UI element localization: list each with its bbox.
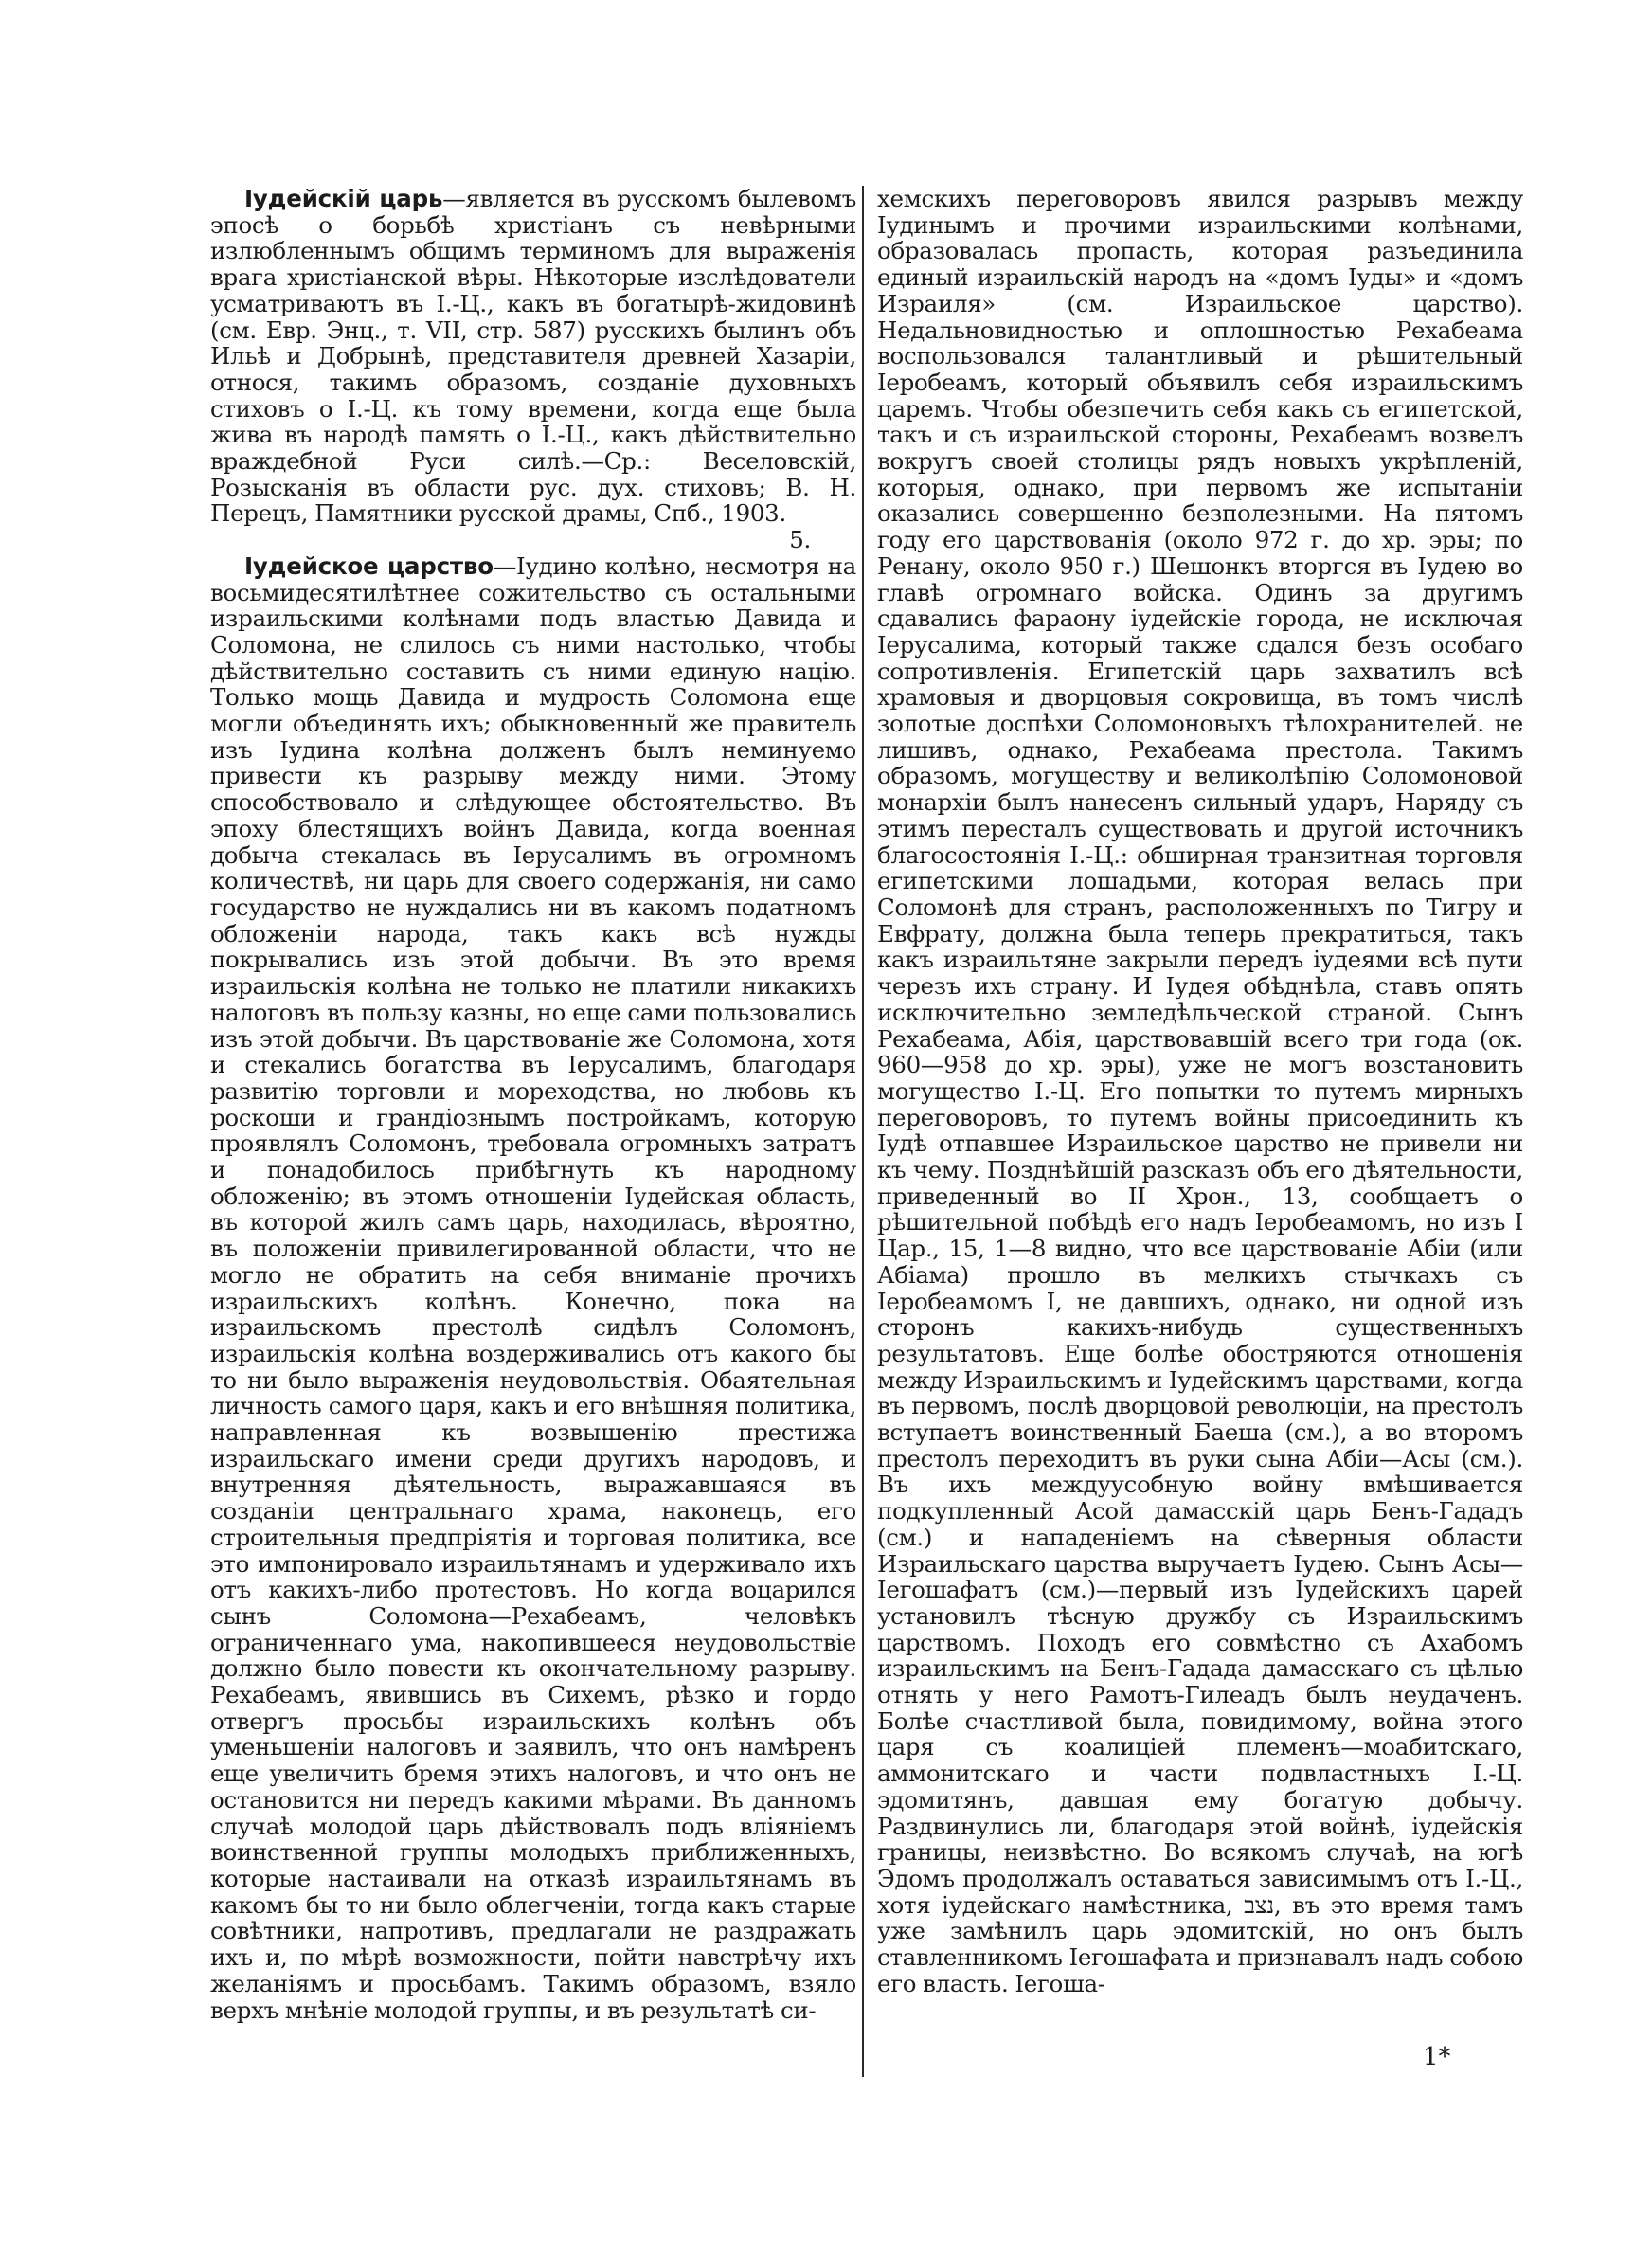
- entry-continuation: хемскихъ переговоровъ явился разрывъ между Іудинымъ и прочими израильскими колѣнами, образовалась пропасть, которая разъединила единый израильскій народъ на «домъ Іуды» и «домъ Израиля» (см. Израильское царство). Недальновидностью и оплошностью Рехабеама воспользовался талантливый и рѣшительный Іеробеамъ, который объявилъ себя израильскимъ царемъ. Чтобы обезпечить себя какъ съ египетской, такъ и съ израильской стороны, Рехабеамъ возвелъ вокругъ своей столицы рядъ новыхъ укрѣпленій, которыя, однако, при первомъ же испытаніи оказались совершенно безполезными. На пятомъ году его царствованія (около 972 г. до хр. эры; по Ренану, около 950 г.) Шешонкъ вторгся въ Іудею во главѣ огромнаго войска. Одинъ за другимъ сдавались фараону іудейскіе города, не исключая Іерусалима, который также сдался безъ особаго сопротивленія. Египетскій царь захватилъ всѣ храмовыя и дворцовыя сокровища, въ томъ числѣ золотые доспѣхи Соломоновыхъ тѣлохранителей. не лишивъ, однако, Рехабеама престола. Такимъ образомъ, могуществу и великолѣпію Соломоновой монархіи былъ нанесенъ сильный ударъ, Наряду съ этимъ пересталъ существовать и другой источникъ благосостоянія І.-Ц.: обширная транзитная торговля египетскими лошадьми, которая велась при Соломонѣ для странъ, расположенныхъ по Тигру и Евфрату, должна была теперь прекратиться, такъ какъ израильтяне закрыли передъ іудеями всѣ пути черезъ ихъ страну. И Іудея обѣднѣла, ставъ опять исключительно земледѣльческой страной. Сынъ Рехабеама, Абія, царствовавшій всего три года (ок. 960—958 до хр. эры), уже не могъ возстановить могущество І.-Ц. Его попытки то путемъ мирныхъ переговоровъ, то путемъ войны присоединить къ Іудѣ отпавшее Израильское царство не привели ни къ чему. Позднѣйшій разсказъ объ его дѣятельности, приведенный во II Хрон., 13, сообщаетъ о рѣшительной побѣдѣ его надъ Іеробеамомъ, но изъ І Цар., 15, 1—8 видно, что все царствованіе Абіи (или Абіама) прошло въ мелкихъ стычкахъ съ Іеробеамомъ І, не давшихъ, однако, ни одной изъ сторонъ какихъ-нибудь существенныхъ результатовъ. Еще болѣе обостряются отношенія между Израильскимъ и Іудейскимъ царствами, когда въ первомъ, послѣ дворцовой революціи, на престолъ вступаетъ воинственный Баеша (см.), а во второмъ престолъ переходитъ въ руки сына Абіи—Асы (см.). Въ ихъ междуусобную войну вмѣшивается подкупленный Асой дамасскій царь Бенъ-Гададъ (см.) и нападеніемъ на сѣверныя области Израильскаго царства выручаетъ Іудею. Сынъ Асы—Іегошафатъ (см.)—первый изъ Іудейскихъ царей установилъ тѣсную дружбу съ Израильскимъ царствомъ. Походъ его совмѣстно съ Ахабомъ израильскимъ на Бенъ-Гадада дамасскаго съ цѣлью отнять у него Рамотъ-Гилеадъ былъ неудаченъ. Болѣе счастливой была, повидимому, война этого царя съ коалиціей племенъ—моабитскаго, аммонитскаго и части подвластныхъ І.-Ц. эдомитянъ, давшая ему богатую добычу. Раздвинулись ли, благодаря этой войнѣ, іудейскія границы, неизвѣстно. Во всякомъ случаѣ, на югѣ Эдомъ продолжалъ оставаться зависимымъ отъ І.-Ц., хотя іудейскаго намѣстника, נצב, въ это время тамъ уже замѣнилъ царь эдомитскій, но онъ былъ ставленникомъ Іегошафата и признавалъ надъ собою его власть. Іегоша-: [877, 185, 1523, 1997]
- entry-headword: Іудейскій царь: [244, 185, 443, 212]
- entry-body: —Іудино колѣно, несмотря на восьмидесятилѣтнее сожительство съ остальными израильскими колѣнами подъ властью Давида и Соломона, не слилось съ ними настолько, чтобы дѣйствительно составить съ ними единую націю. Только мощь Давида и мудрость Соломона еще могли объединять ихъ; обыкновенный же правитель изъ Іудина колѣна долженъ былъ неминуемо привести къ разрыву между ними. Этому способствовало и слѣдующее обстоятельство. Въ эпоху блестящихъ войнъ Давида, когда военная добыча стекалась въ Іерусалимъ въ огромномъ количествѣ, ни царь для своего содержанія, ни само государство не нуждались ни въ какомъ податномъ обложеніи народа, такъ какъ всѣ нужды покрывались изъ этой добычи. Въ это время израильскія колѣна не только не платили никакихъ налоговъ въ пользу казны, но еще сами пользовались изъ этой добычи. Въ царствованіе же Соломона, хотя и стекались богатства въ Іерусалимъ, благодаря развитію торговли и мореходства, но любовь къ роскоши и грандіознымъ постройкамъ, которую проявлялъ Соломонъ, требовала огромныхъ затратъ и понадобилось прибѣгнуть къ народному обложенію; въ этомъ отношеніи Іудейская область, въ которой жилъ самъ царь, находилась, вѣроятно, въ положеніи привилегированной области, что не могло не обратить на себя вниманіе прочихъ израильскихъ колѣнъ. Конечно, пока на израильскомъ престолѣ сидѣлъ Соломонъ, израильскія колѣна воздерживались отъ какого бы то ни было выраженія неудовольствія. Обаятельная личность самого царя, какъ и его внѣшняя политика, направленная къ возвышенію престижа израильскаго имени среди другихъ народовъ, и внутренняя дѣятельность, выражавшаяся въ созданіи центральнаго храма, наконецъ, его строительныя предпріятія и торговая политика, все это импонировало израильтянамъ и удерживало ихъ отъ какихъ-либо протестовъ. Но когда воцарился сынъ Соломона—Рехабеамъ, человѣкъ ограниченнаго ума, накопившееся неудовольствіе должно было повести къ окончательному разрыву. Рехабеамъ, явившись въ Сихемъ, рѣзко и гордо отвергъ просьбы израильскихъ колѣнъ объ уменьшеніи налоговъ и заявилъ, что онъ намѣренъ еще увеличить бремя этихъ налоговъ, и что онъ не остановится ни передъ какими мѣрами. Въ данномъ случаѣ молодой царь дѣйствовалъ подъ вліяніемъ воинственной группы молодыхъ приближенныхъ, которые настаивали на отказѣ израильтянамъ въ какомъ бы то ни было облегченіи, тогда какъ старые совѣтники, напротивъ, предлагали не раздражать ихъ и, по мѣрѣ возможности, пойти навстрѣчу ихъ желаніямъ и просьбамъ. Такимъ образомъ, взяло верхъ мнѣніе молодой группы, и въ результатѣ си-: [210, 551, 856, 2024]
- column-divider: [862, 186, 864, 2077]
- left-column: [210, 186, 856, 2023]
- signature-mark: 1*: [1423, 2043, 1451, 2071]
- entry-headword: Іудейское царство: [244, 551, 494, 580]
- entry-judean-king: [210, 186, 856, 553]
- entry-body: —является въ русскомъ былевомъ эпосѣ о борьбѣ христіанъ съ невѣрными излюбленнымъ общимъ терминомъ для выраженія врага христіанской вѣры. Нѣкоторые изслѣдователи усматриваютъ въ І.-Ц., какъ въ богатырѣ-жидовинѣ (см. Евр. Энц., т. VII, стр. 587) русскихъ былинъ объ Ильѣ и Добрынѣ, представителя древней Хазаріи, относя, такимъ образомъ, созданіе духовныхъ стиховъ о І.-Ц. къ тому времени, когда еще была жива въ народѣ память о І.-Ц., какъ дѣйствительно враждебной Руси силѣ.—Ср.: Веселовскій, Розысканія въ области рус. дух. стиховъ; В. Н. Перецъ, Памятники русской драмы, Спб., 1903.: [210, 185, 856, 528]
- entry-judean-kingdom: [210, 553, 856, 2023]
- author-signature: 5.: [789, 526, 811, 554]
- right-column: [877, 186, 1523, 1997]
